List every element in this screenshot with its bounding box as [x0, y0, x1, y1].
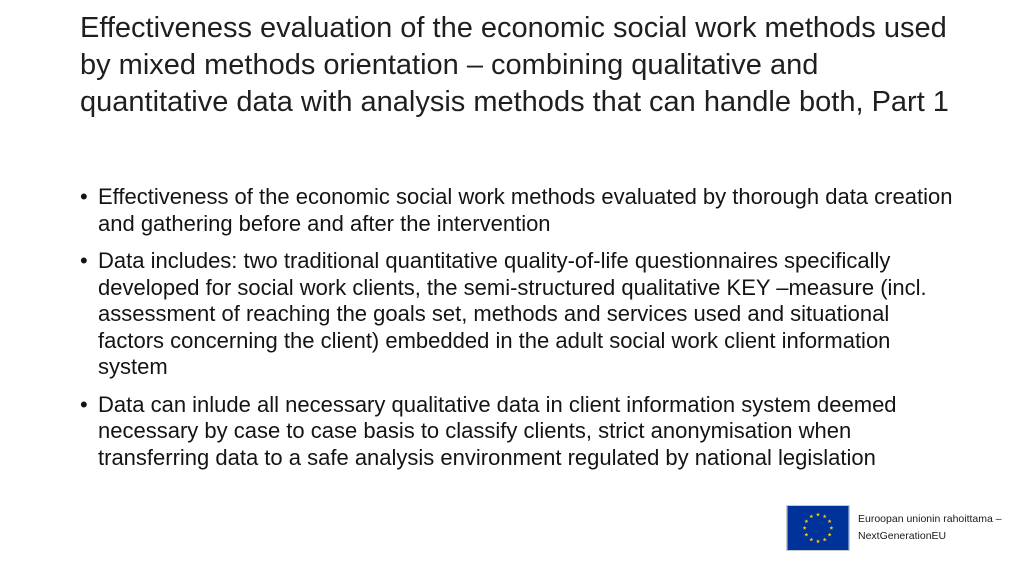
bullet-dot-icon: • [80, 248, 88, 273]
bullet-dot-icon: • [80, 391, 88, 417]
eu-funding-logo [786, 505, 1006, 553]
eu-funding-line1: Euroopan unionin rahoittama – [858, 513, 1002, 525]
eu-funding-text [858, 511, 1008, 545]
bullet-item [80, 392, 960, 472]
bullet-text: Data can inlude all necessary qualitative data in client information system deemed necessary by case to case basis to classify clients, strict anonymisation when transferring data to a safe analysis environment regulated by national legislation [98, 391, 897, 470]
eu-flag-icon [786, 505, 850, 551]
bullet-dot-icon: • [80, 184, 88, 209]
bullet-item [80, 184, 960, 237]
bullet-text: Data includes: two traditional quantitative quality-of-life questionnaires specifically developed for social work clients, the semi-structured qualitative KEY –measure (incl. assessment of reaching the goals set, methods and services used and situational factors concerning the client) embedded in the adult social work client information system [98, 248, 927, 379]
eu-funding-line2: NextGenerationEU [858, 530, 947, 542]
slide-title: Effectiveness evaluation of the economic social work methods used by mixed methods orientation – combining qualitative and quantitative data with analysis methods that can handle both, Part 1 [80, 12, 949, 118]
bullet-list [80, 184, 960, 482]
bullet-text: Effectiveness of the economic social work methods evaluated by thorough data creation and gathering before and after the intervention [98, 184, 953, 236]
bullet-item [80, 248, 960, 381]
